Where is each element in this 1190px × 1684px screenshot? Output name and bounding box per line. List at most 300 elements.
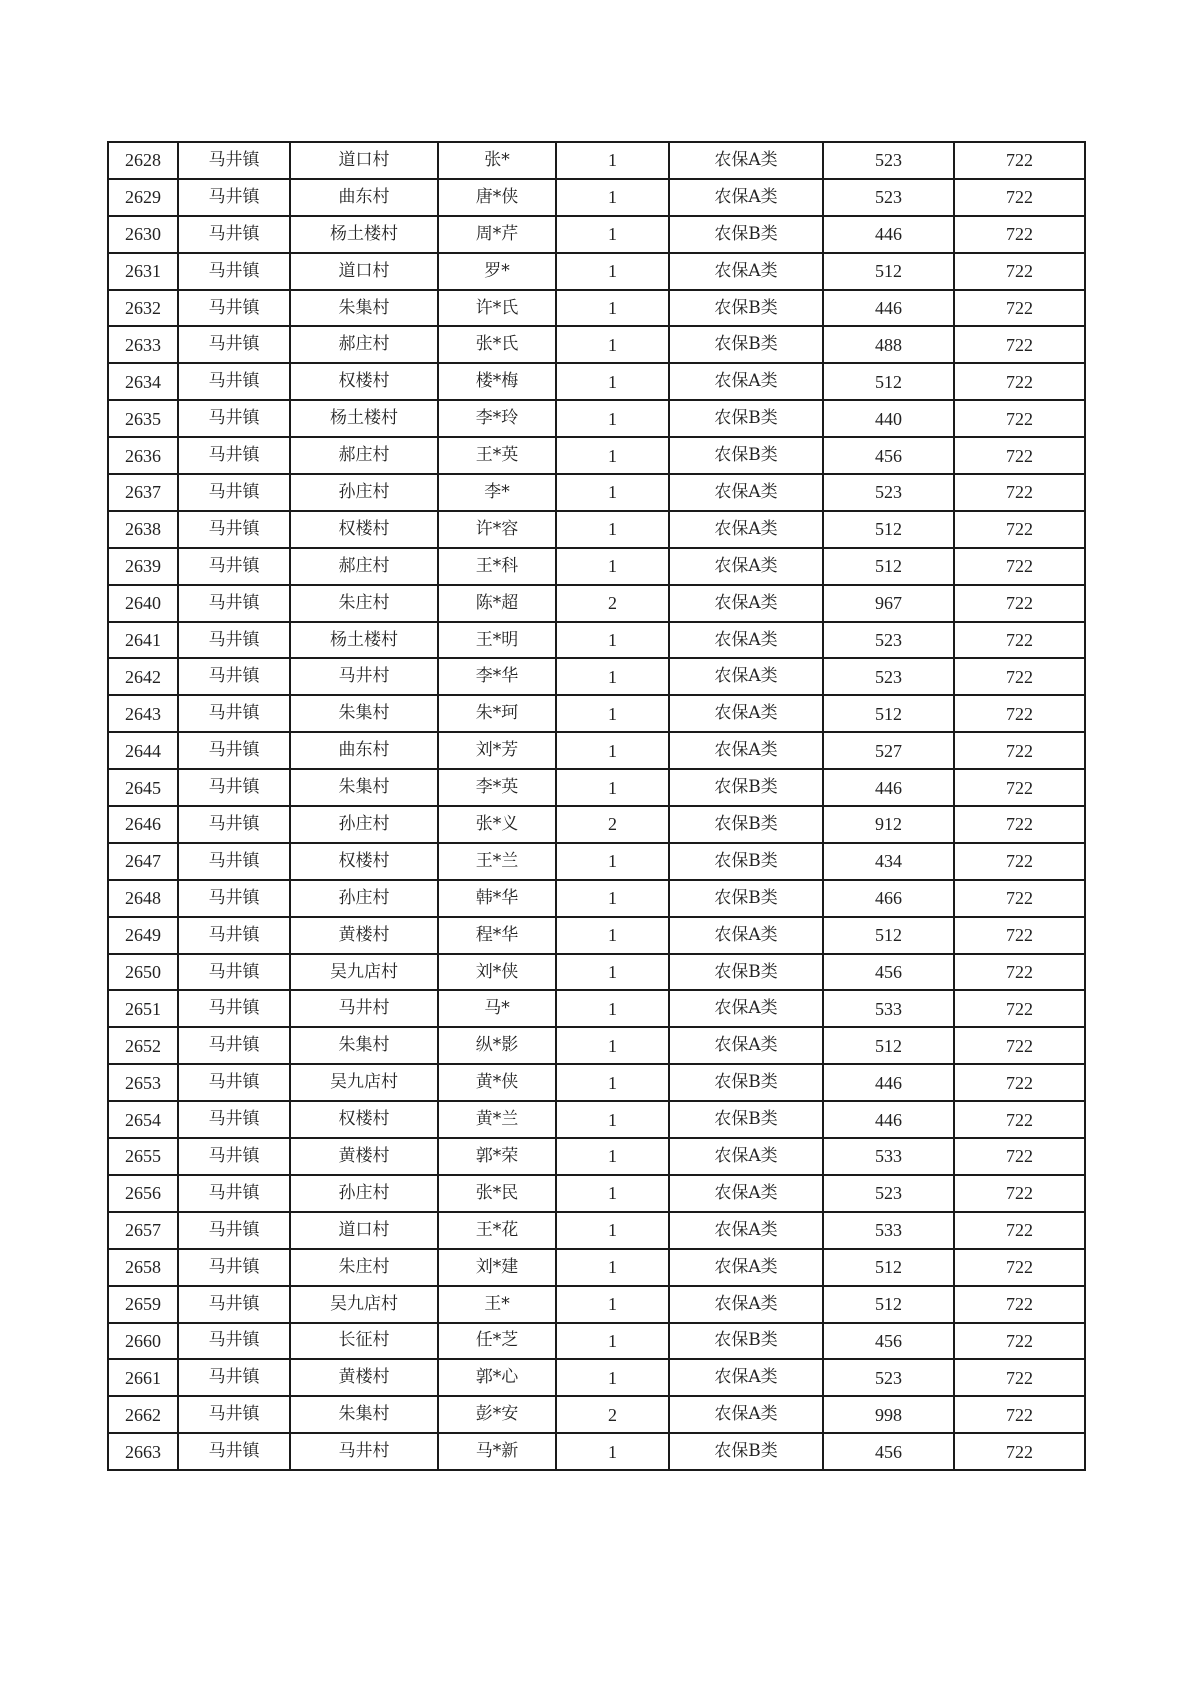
cell-serial-number: 2660 <box>108 1323 178 1360</box>
cell-village: 郝庄村 <box>290 548 438 585</box>
cell-serial-number: 2656 <box>108 1175 178 1212</box>
cell-village: 朱庄村 <box>290 1249 438 1286</box>
cell-category: 农保A类 <box>669 622 823 659</box>
cell-town: 马井镇 <box>178 290 290 327</box>
cell-household-count: 1 <box>556 1101 669 1138</box>
cell-town: 马井镇 <box>178 1027 290 1064</box>
cell-village: 道口村 <box>290 142 438 179</box>
cell-town: 马井镇 <box>178 732 290 769</box>
cell-village: 吴九店村 <box>290 954 438 991</box>
cell-person-name: 韩*华 <box>438 880 556 917</box>
cell-standard: 722 <box>954 1249 1085 1286</box>
cell-amount: 998 <box>823 1396 954 1433</box>
cell-serial-number: 2632 <box>108 290 178 327</box>
cell-person-name: 张* <box>438 142 556 179</box>
cell-person-name: 周*芹 <box>438 216 556 253</box>
cell-person-name: 刘*侠 <box>438 954 556 991</box>
cell-town: 马井镇 <box>178 1323 290 1360</box>
cell-amount: 446 <box>823 1101 954 1138</box>
cell-household-count: 1 <box>556 1286 669 1323</box>
cell-village: 朱集村 <box>290 1027 438 1064</box>
cell-person-name: 纵*影 <box>438 1027 556 1064</box>
cell-category: 农保A类 <box>669 179 823 216</box>
table-row <box>108 1433 1085 1470</box>
cell-household-count: 1 <box>556 880 669 917</box>
cell-standard: 722 <box>954 253 1085 290</box>
cell-household-count: 1 <box>556 1359 669 1396</box>
cell-town: 马井镇 <box>178 1286 290 1323</box>
cell-standard: 722 <box>954 1027 1085 1064</box>
cell-town: 马井镇 <box>178 1212 290 1249</box>
table-row <box>108 511 1085 548</box>
table-row <box>108 1064 1085 1101</box>
cell-person-name: 程*华 <box>438 917 556 954</box>
cell-amount: 523 <box>823 1359 954 1396</box>
cell-person-name: 刘*建 <box>438 1249 556 1286</box>
table-row <box>108 253 1085 290</box>
cell-household-count: 2 <box>556 806 669 843</box>
cell-category: 农保B类 <box>669 216 823 253</box>
table-row <box>108 585 1085 622</box>
cell-serial-number: 2652 <box>108 1027 178 1064</box>
cell-person-name: 许*容 <box>438 511 556 548</box>
cell-serial-number: 2640 <box>108 585 178 622</box>
cell-village: 道口村 <box>290 253 438 290</box>
cell-amount: 512 <box>823 695 954 732</box>
cell-serial-number: 2631 <box>108 253 178 290</box>
cell-standard: 722 <box>954 216 1085 253</box>
cell-amount: 512 <box>823 1249 954 1286</box>
cell-standard: 722 <box>954 326 1085 363</box>
cell-standard: 722 <box>954 1175 1085 1212</box>
cell-amount: 434 <box>823 843 954 880</box>
cell-category: 农保A类 <box>669 990 823 1027</box>
cell-serial-number: 2649 <box>108 917 178 954</box>
cell-household-count: 1 <box>556 769 669 806</box>
cell-standard: 722 <box>954 142 1085 179</box>
table-row <box>108 769 1085 806</box>
cell-serial-number: 2629 <box>108 179 178 216</box>
cell-standard: 722 <box>954 1101 1085 1138</box>
cell-serial-number: 2661 <box>108 1359 178 1396</box>
cell-standard: 722 <box>954 290 1085 327</box>
cell-household-count: 1 <box>556 1138 669 1175</box>
cell-person-name: 李*玲 <box>438 400 556 437</box>
cell-category: 农保A类 <box>669 1138 823 1175</box>
cell-person-name: 黄*侠 <box>438 1064 556 1101</box>
cell-serial-number: 2655 <box>108 1138 178 1175</box>
cell-person-name: 张*氏 <box>438 326 556 363</box>
cell-person-name: 王*兰 <box>438 843 556 880</box>
cell-household-count: 2 <box>556 585 669 622</box>
cell-village: 曲东村 <box>290 732 438 769</box>
cell-amount: 912 <box>823 806 954 843</box>
cell-town: 马井镇 <box>178 216 290 253</box>
cell-standard: 722 <box>954 437 1085 474</box>
cell-amount: 446 <box>823 769 954 806</box>
cell-household-count: 1 <box>556 658 669 695</box>
cell-person-name: 王* <box>438 1286 556 1323</box>
cell-village: 马井村 <box>290 1433 438 1470</box>
cell-standard: 722 <box>954 400 1085 437</box>
cell-town: 马井镇 <box>178 437 290 474</box>
cell-standard: 722 <box>954 1212 1085 1249</box>
cell-person-name: 李*英 <box>438 769 556 806</box>
cell-serial-number: 2645 <box>108 769 178 806</box>
table-row <box>108 806 1085 843</box>
cell-person-name: 马*新 <box>438 1433 556 1470</box>
cell-standard: 722 <box>954 179 1085 216</box>
cell-category: 农保B类 <box>669 806 823 843</box>
cell-household-count: 1 <box>556 216 669 253</box>
cell-standard: 722 <box>954 1286 1085 1323</box>
cell-person-name: 王*科 <box>438 548 556 585</box>
table-row <box>108 216 1085 253</box>
cell-category: 农保A类 <box>669 253 823 290</box>
cell-person-name: 楼*梅 <box>438 363 556 400</box>
cell-village: 权楼村 <box>290 363 438 400</box>
cell-standard: 722 <box>954 954 1085 991</box>
cell-town: 马井镇 <box>178 179 290 216</box>
cell-village: 朱庄村 <box>290 585 438 622</box>
cell-village: 朱集村 <box>290 769 438 806</box>
cell-standard: 722 <box>954 585 1085 622</box>
cell-household-count: 1 <box>556 917 669 954</box>
cell-serial-number: 2650 <box>108 954 178 991</box>
cell-amount: 456 <box>823 437 954 474</box>
cell-town: 马井镇 <box>178 1101 290 1138</box>
cell-town: 马井镇 <box>178 917 290 954</box>
cell-standard: 722 <box>954 1138 1085 1175</box>
table-row <box>108 548 1085 585</box>
cell-standard: 722 <box>954 622 1085 659</box>
cell-category: 农保A类 <box>669 1212 823 1249</box>
cell-serial-number: 2646 <box>108 806 178 843</box>
cell-person-name: 黄*兰 <box>438 1101 556 1138</box>
cell-household-count: 1 <box>556 326 669 363</box>
cell-category: 农保A类 <box>669 1249 823 1286</box>
cell-serial-number: 2641 <box>108 622 178 659</box>
cell-person-name: 彭*安 <box>438 1396 556 1433</box>
cell-amount: 446 <box>823 216 954 253</box>
cell-category: 农保A类 <box>669 474 823 511</box>
table-row <box>108 363 1085 400</box>
cell-town: 马井镇 <box>178 1175 290 1212</box>
cell-category: 农保A类 <box>669 732 823 769</box>
cell-amount: 456 <box>823 1433 954 1470</box>
cell-category: 农保B类 <box>669 769 823 806</box>
cell-standard: 722 <box>954 1359 1085 1396</box>
cell-village: 马井村 <box>290 990 438 1027</box>
cell-town: 马井镇 <box>178 806 290 843</box>
cell-category: 农保A类 <box>669 363 823 400</box>
cell-amount: 446 <box>823 290 954 327</box>
cell-category: 农保B类 <box>669 1323 823 1360</box>
cell-person-name: 李*华 <box>438 658 556 695</box>
cell-household-count: 1 <box>556 142 669 179</box>
cell-serial-number: 2657 <box>108 1212 178 1249</box>
cell-village: 权楼村 <box>290 511 438 548</box>
cell-village: 孙庄村 <box>290 474 438 511</box>
cell-category: 农保A类 <box>669 1286 823 1323</box>
cell-amount: 523 <box>823 1175 954 1212</box>
cell-standard: 722 <box>954 806 1085 843</box>
table-row <box>108 658 1085 695</box>
table-row <box>108 732 1085 769</box>
cell-serial-number: 2642 <box>108 658 178 695</box>
table-row <box>108 880 1085 917</box>
cell-category: 农保B类 <box>669 843 823 880</box>
cell-amount: 512 <box>823 363 954 400</box>
table-row <box>108 1286 1085 1323</box>
cell-category: 农保B类 <box>669 290 823 327</box>
cell-town: 马井镇 <box>178 474 290 511</box>
cell-household-count: 1 <box>556 253 669 290</box>
cell-town: 马井镇 <box>178 326 290 363</box>
cell-serial-number: 2633 <box>108 326 178 363</box>
cell-village: 郝庄村 <box>290 437 438 474</box>
table-row <box>108 1138 1085 1175</box>
cell-village: 杨土楼村 <box>290 216 438 253</box>
cell-category: 农保A类 <box>669 511 823 548</box>
cell-standard: 722 <box>954 658 1085 695</box>
cell-amount: 512 <box>823 511 954 548</box>
cell-town: 马井镇 <box>178 548 290 585</box>
cell-amount: 456 <box>823 1323 954 1360</box>
cell-serial-number: 2662 <box>108 1396 178 1433</box>
cell-amount: 512 <box>823 1286 954 1323</box>
cell-town: 马井镇 <box>178 1249 290 1286</box>
cell-amount: 466 <box>823 880 954 917</box>
cell-town: 马井镇 <box>178 843 290 880</box>
cell-village: 吴九店村 <box>290 1286 438 1323</box>
cell-household-count: 1 <box>556 1027 669 1064</box>
cell-household-count: 1 <box>556 179 669 216</box>
cell-person-name: 王*花 <box>438 1212 556 1249</box>
cell-town: 马井镇 <box>178 1396 290 1433</box>
table-row <box>108 622 1085 659</box>
cell-village: 黄楼村 <box>290 1359 438 1396</box>
cell-amount: 533 <box>823 1212 954 1249</box>
table-row <box>108 1323 1085 1360</box>
cell-town: 马井镇 <box>178 1359 290 1396</box>
table-row <box>108 695 1085 732</box>
cell-person-name: 张*义 <box>438 806 556 843</box>
cell-serial-number: 2635 <box>108 400 178 437</box>
cell-village: 孙庄村 <box>290 1175 438 1212</box>
cell-serial-number: 2637 <box>108 474 178 511</box>
cell-household-count: 1 <box>556 1249 669 1286</box>
cell-amount: 527 <box>823 732 954 769</box>
cell-household-count: 1 <box>556 843 669 880</box>
cell-category: 农保B类 <box>669 954 823 991</box>
table-row <box>108 990 1085 1027</box>
table-row <box>108 1359 1085 1396</box>
cell-household-count: 1 <box>556 548 669 585</box>
table-row <box>108 474 1085 511</box>
cell-person-name: 罗* <box>438 253 556 290</box>
table-row <box>108 1175 1085 1212</box>
cell-person-name: 唐*侠 <box>438 179 556 216</box>
cell-household-count: 1 <box>556 695 669 732</box>
cell-village: 杨土楼村 <box>290 622 438 659</box>
cell-village: 黄楼村 <box>290 1138 438 1175</box>
cell-person-name: 李* <box>438 474 556 511</box>
cell-standard: 722 <box>954 1433 1085 1470</box>
cell-village: 黄楼村 <box>290 917 438 954</box>
cell-person-name: 郭*荣 <box>438 1138 556 1175</box>
table-row <box>108 1249 1085 1286</box>
cell-serial-number: 2647 <box>108 843 178 880</box>
cell-household-count: 1 <box>556 474 669 511</box>
cell-village: 长征村 <box>290 1323 438 1360</box>
table-row <box>108 917 1085 954</box>
cell-standard: 722 <box>954 1323 1085 1360</box>
cell-category: 农保B类 <box>669 326 823 363</box>
cell-serial-number: 2628 <box>108 142 178 179</box>
cell-serial-number: 2663 <box>108 1433 178 1470</box>
cell-person-name: 许*氏 <box>438 290 556 327</box>
cell-standard: 722 <box>954 732 1085 769</box>
cell-household-count: 1 <box>556 400 669 437</box>
cell-amount: 523 <box>823 622 954 659</box>
cell-village: 孙庄村 <box>290 880 438 917</box>
cell-household-count: 1 <box>556 1064 669 1101</box>
cell-category: 农保A类 <box>669 917 823 954</box>
cell-town: 马井镇 <box>178 880 290 917</box>
cell-household-count: 1 <box>556 1323 669 1360</box>
cell-serial-number: 2634 <box>108 363 178 400</box>
cell-amount: 512 <box>823 253 954 290</box>
cell-person-name: 刘*芳 <box>438 732 556 769</box>
cell-village: 孙庄村 <box>290 806 438 843</box>
cell-village: 杨土楼村 <box>290 400 438 437</box>
cell-village: 权楼村 <box>290 843 438 880</box>
cell-village: 马井村 <box>290 658 438 695</box>
cell-person-name: 马* <box>438 990 556 1027</box>
cell-standard: 722 <box>954 511 1085 548</box>
cell-household-count: 1 <box>556 990 669 1027</box>
cell-amount: 523 <box>823 179 954 216</box>
cell-category: 农保A类 <box>669 1396 823 1433</box>
cell-town: 马井镇 <box>178 954 290 991</box>
cell-category: 农保B类 <box>669 1101 823 1138</box>
cell-category: 农保A类 <box>669 548 823 585</box>
cell-town: 马井镇 <box>178 585 290 622</box>
cell-category: 农保A类 <box>669 1027 823 1064</box>
cell-household-count: 1 <box>556 732 669 769</box>
cell-category: 农保B类 <box>669 400 823 437</box>
cell-amount: 523 <box>823 658 954 695</box>
table-row <box>108 1101 1085 1138</box>
cell-serial-number: 2659 <box>108 1286 178 1323</box>
cell-amount: 523 <box>823 142 954 179</box>
cell-village: 朱集村 <box>290 290 438 327</box>
cell-town: 马井镇 <box>178 363 290 400</box>
cell-town: 马井镇 <box>178 990 290 1027</box>
table-row <box>108 954 1085 991</box>
cell-serial-number: 2639 <box>108 548 178 585</box>
cell-standard: 722 <box>954 363 1085 400</box>
cell-household-count: 1 <box>556 437 669 474</box>
cell-town: 马井镇 <box>178 1433 290 1470</box>
cell-serial-number: 2643 <box>108 695 178 732</box>
cell-category: 农保A类 <box>669 585 823 622</box>
cell-category: 农保A类 <box>669 1175 823 1212</box>
table-row <box>108 326 1085 363</box>
cell-village: 郝庄村 <box>290 326 438 363</box>
cell-serial-number: 2630 <box>108 216 178 253</box>
cell-household-count: 1 <box>556 1175 669 1212</box>
table-row <box>108 1027 1085 1064</box>
cell-village: 朱集村 <box>290 1396 438 1433</box>
cell-town: 马井镇 <box>178 142 290 179</box>
table-row <box>108 437 1085 474</box>
cell-standard: 722 <box>954 843 1085 880</box>
cell-serial-number: 2651 <box>108 990 178 1027</box>
cell-village: 朱集村 <box>290 695 438 732</box>
cell-village: 道口村 <box>290 1212 438 1249</box>
data-table <box>107 141 1086 1471</box>
table-row <box>108 843 1085 880</box>
table-row <box>108 1212 1085 1249</box>
cell-town: 马井镇 <box>178 1064 290 1101</box>
cell-amount: 512 <box>823 1027 954 1064</box>
cell-town: 马井镇 <box>178 1138 290 1175</box>
cell-serial-number: 2636 <box>108 437 178 474</box>
table-body <box>108 142 1085 1470</box>
cell-category: 农保B类 <box>669 880 823 917</box>
cell-household-count: 1 <box>556 1212 669 1249</box>
cell-serial-number: 2648 <box>108 880 178 917</box>
cell-standard: 722 <box>954 474 1085 511</box>
cell-amount: 967 <box>823 585 954 622</box>
cell-town: 马井镇 <box>178 658 290 695</box>
table-row <box>108 290 1085 327</box>
cell-amount: 512 <box>823 548 954 585</box>
cell-town: 马井镇 <box>178 769 290 806</box>
cell-serial-number: 2638 <box>108 511 178 548</box>
cell-amount: 456 <box>823 954 954 991</box>
cell-person-name: 王*英 <box>438 437 556 474</box>
cell-category: 农保B类 <box>669 1064 823 1101</box>
cell-person-name: 任*芝 <box>438 1323 556 1360</box>
cell-amount: 440 <box>823 400 954 437</box>
cell-category: 农保A类 <box>669 695 823 732</box>
cell-standard: 722 <box>954 880 1085 917</box>
cell-category: 农保A类 <box>669 142 823 179</box>
cell-village: 曲东村 <box>290 179 438 216</box>
cell-standard: 722 <box>954 1064 1085 1101</box>
cell-amount: 533 <box>823 1138 954 1175</box>
cell-village: 权楼村 <box>290 1101 438 1138</box>
cell-standard: 722 <box>954 548 1085 585</box>
cell-serial-number: 2644 <box>108 732 178 769</box>
table-row <box>108 400 1085 437</box>
cell-town: 马井镇 <box>178 511 290 548</box>
cell-category: 农保A类 <box>669 1359 823 1396</box>
table-row <box>108 142 1085 179</box>
cell-household-count: 1 <box>556 622 669 659</box>
cell-household-count: 1 <box>556 954 669 991</box>
cell-household-count: 1 <box>556 1433 669 1470</box>
cell-standard: 722 <box>954 990 1085 1027</box>
table-row <box>108 1396 1085 1433</box>
cell-village: 吴九店村 <box>290 1064 438 1101</box>
cell-amount: 523 <box>823 474 954 511</box>
cell-household-count: 1 <box>556 290 669 327</box>
cell-person-name: 陈*超 <box>438 585 556 622</box>
